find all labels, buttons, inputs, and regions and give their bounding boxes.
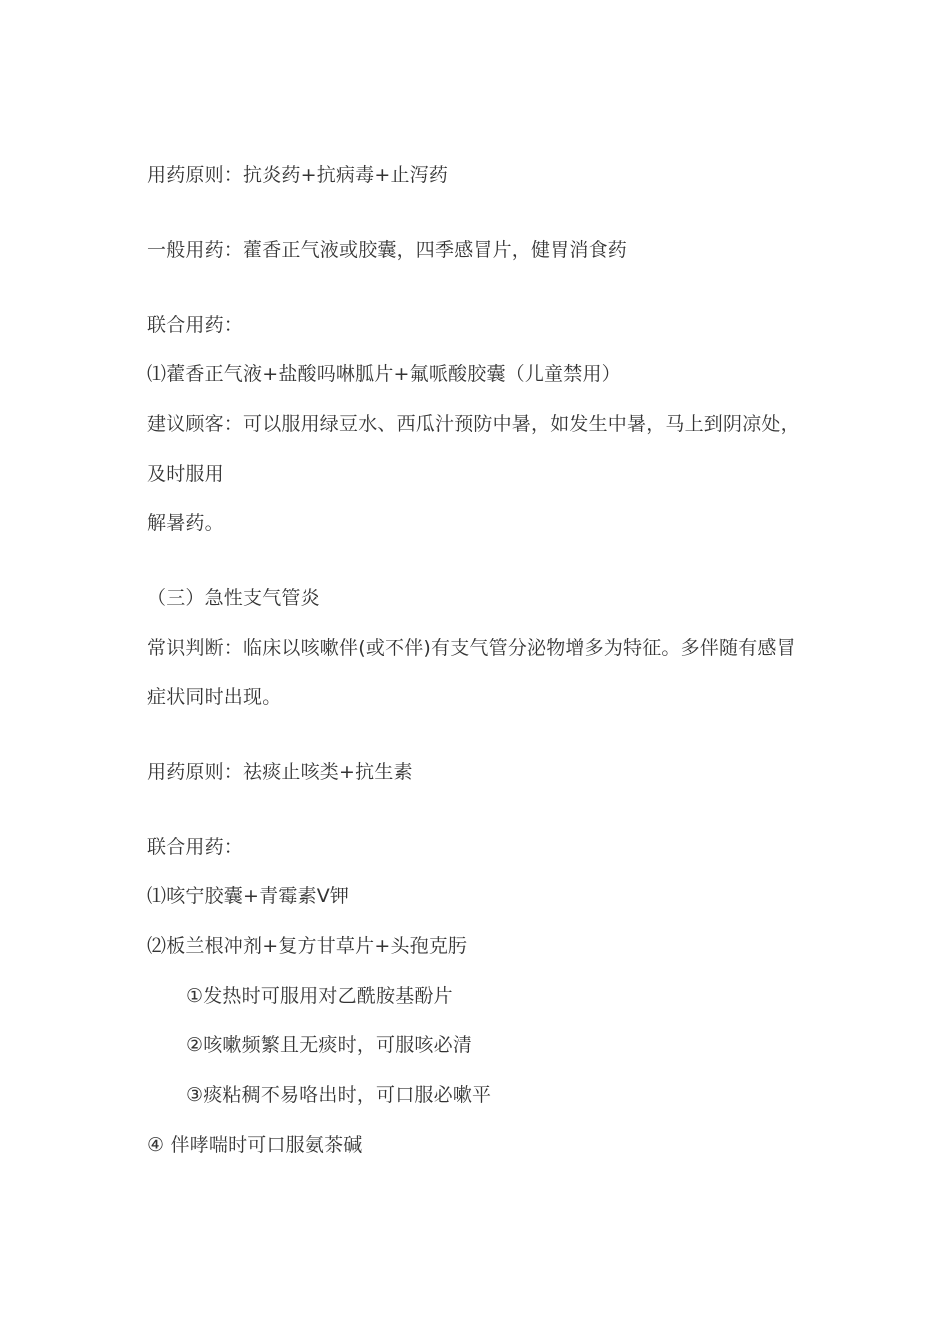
medication-principle-line-1: 用药原则：抗炎药+抗病毒+止泻药 [147, 164, 449, 186]
common-sense-judgment-continuation: 症状同时出现。 [147, 686, 282, 708]
combination-item-1: ⑴藿香正气液+盐酸吗啉胍片+氟哌酸胶囊（儿童禁用） [147, 363, 621, 385]
customer-advice-line: 建议顾客：可以服用绿豆水、西瓜汁预防中暑，如发生中暑，马上到阴凉处， [147, 413, 800, 435]
section-heading-acute-bronchitis: （三）急性支气管炎 [147, 587, 320, 609]
sub-item-4: ④ 伴哮喘时可口服氨茶碱 [147, 1134, 363, 1156]
medication-principle-line-2: 用药原则：祛痰止咳类+抗生素 [147, 761, 413, 783]
combination-item-3: ⑵板兰根冲剂+复方甘草片+头孢克肟 [147, 935, 468, 957]
customer-advice-continuation: 及时服用 [147, 463, 224, 485]
combination-item-2: ⑴咳宁胶囊+青霉素Ⅴ钾 [147, 885, 350, 907]
sub-item-2: ②咳嗽频繁且无痰时，可服咳必清 [186, 1034, 473, 1056]
sub-item-3: ③痰粘稠不易咯出时，可口服必嗽平 [186, 1084, 492, 1106]
combined-medication-heading-2: 联合用药： [147, 836, 244, 858]
customer-advice-end: 解暑药。 [147, 512, 224, 534]
sub-item-1: ①发热时可服用对乙酰胺基酚片 [186, 985, 453, 1007]
combined-medication-heading-1: 联合用药： [147, 314, 244, 336]
common-sense-judgment-line: 常识判断：临床以咳嗽伴(或不伴)有支气管分泌物增多为特征。多伴随有感冒 [147, 637, 796, 659]
general-medication-line: 一般用药：藿香正气液或胶囊，四季感冒片，健胃消食药 [147, 239, 628, 261]
